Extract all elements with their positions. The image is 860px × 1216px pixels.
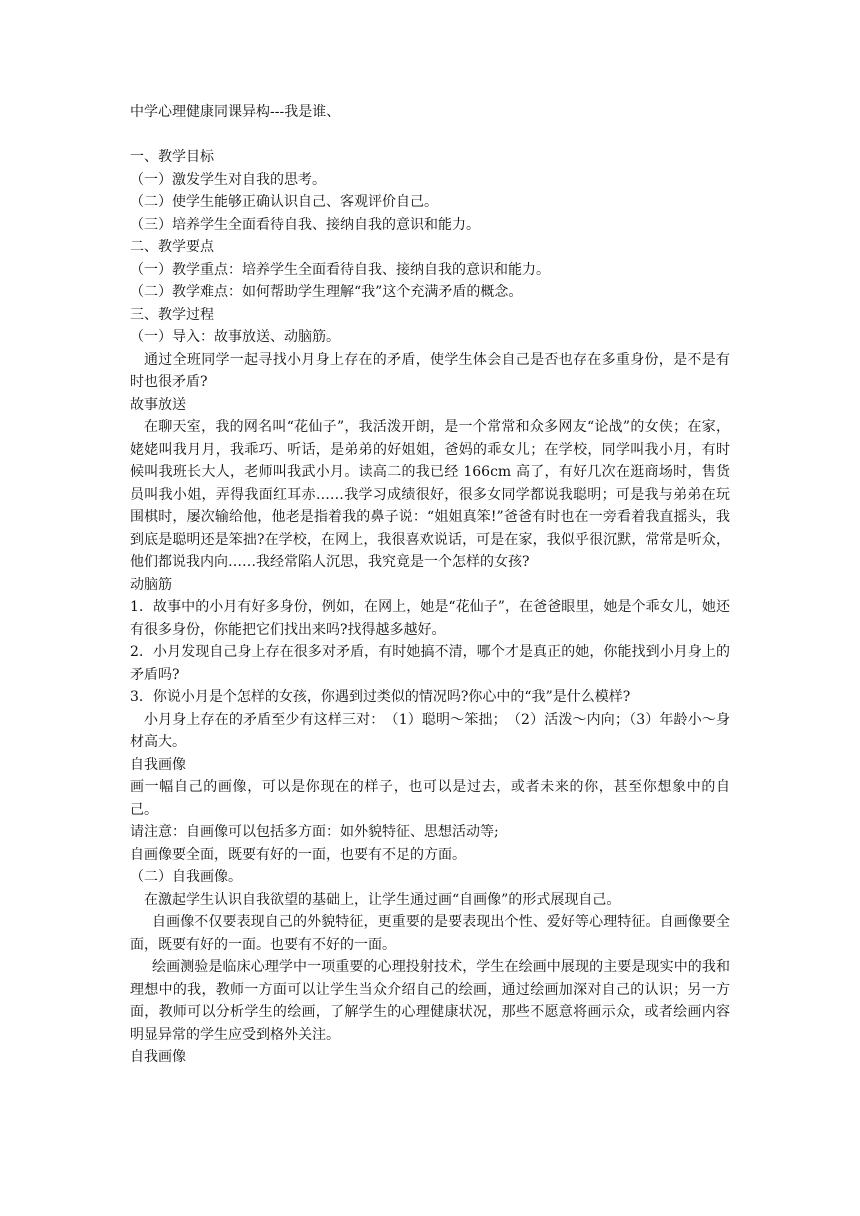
question-item: 3．你说小月是个怎样的女孩，你遇到过类似的情况吗?你心中的“我”是什么模样?	[130, 689, 631, 705]
objective-item: （三）培养学生全面看待自我、接纳自我的意识和能力。	[130, 216, 480, 233]
objective-item: （一）激发学生对自我的思考。	[130, 171, 326, 188]
body-paragraph: 自画像不仅要表现自己的外貌特征，更重要的是要表现出个性、爱好等心理特征。自画像要全面，既要有好的一面。也要有不好的一面。	[130, 914, 730, 953]
portrait-heading: 自我画像	[130, 1049, 186, 1065]
body-paragraph: 在激起学生认识自我欲望的基础上，让学生通过画“自画像”的形式展现自己。	[144, 891, 621, 908]
section-heading-process: 三、教学过程	[130, 306, 214, 323]
brain-heading: 动脑筋	[130, 576, 172, 593]
key-point-item: （一）教学重点：培养学生全面看待自我、接纳自我的意识和能力。	[130, 261, 550, 278]
subsection-heading: （一）导入：故事放送、动脑筋。	[130, 329, 340, 345]
intro-paragraph: 通过全班同学一起寻找小月身上存在的矛盾，使学生体会自己是否也存在多重身份，是不是有时也很矛盾?	[130, 351, 730, 390]
section-heading-key-points: 二、教学要点	[130, 239, 214, 255]
portrait-heading: 自我画像	[130, 756, 186, 773]
story-paragraph: 在聊天室，我的网名叫“花仙子”，我活泼开朗，是一个常常和众多网友“论战”的女侠；在家，姥姥叫我月月，我乖巧、听话，是弟弟的好姐姐，爸妈的乖女儿；在学校，同学叫我小月，有时候叫我班长大人，老师叫我武小月。读高二的我已经 166cm 高了，有好几次在逛商场时，售货员叫我小姐，弄得我面红耳赤……我学习成绩很好，很多女同学都说我聪明；可是我与弟弟在玩围棋时，屡次输给他，他老是指着我的鼻子说：“姐姐真笨!”爸爸有时也在一旁看着我直摇头，我到底是聪明还是笨拙?在学校，在网上，我很喜欢说话，可是在家，我似乎很沉默，常常是听众，他们都说我内向……我经常陷人沉思，我究竟是一个怎样的女孩?	[130, 419, 730, 570]
note-line: 自画像要全面，既要有好的一面，也要有不足的方面。	[130, 846, 466, 863]
section-heading-objectives: 一、教学目标	[130, 149, 214, 165]
document-title: 中学心理健康同课异构---我是谁、	[130, 104, 341, 120]
story-heading: 故事放送	[130, 396, 186, 413]
contradictions-paragraph: 小月身上存在的矛盾至少有这样三对： （1）聪明～笨拙； （2）活泼～内向；（3）年龄小～身材高大。	[130, 711, 730, 750]
subsection-heading: （二）自我画像。	[130, 869, 242, 885]
question-item: 2．小月发现自己身上存在很多对矛盾，有时她搞不清，哪个才是真正的她，你能找到小月身上的矛盾吗?	[130, 644, 730, 683]
portrait-paragraph: 画一幅自己的画像，可以是你现在的样子，也可以是过去，或者未来的你，甚至你想象中的自己。	[130, 779, 730, 818]
question-item: 1．故事中的小月有好多身份，例如，在网上，她是“花仙子”，在爸爸眼里，她是个乖女儿，她还有很多身份，你能把它们找出来吗?找得越多越好。	[130, 599, 730, 638]
body-paragraph: 绘画测验是临床心理学中一项重要的心理投射技术，学生在绘画中展现的主要是现实中的我和理想中的我，教师一方面可以让学生当众介绍自己的绘画，通过绘画加深对自己的认识；另一方面，教师可以分析学生的绘画，了解学生的心理健康状况，那些不愿意将画示众，或者绘画内容明显异常的学生应受到格外关注。	[130, 959, 730, 1043]
note-line: 请注意：自画像可以包括多方面：如外貌特征、思想活动等;	[130, 824, 499, 840]
objective-item: （二）使学生能够正确认识自己、客观评价自己。	[130, 194, 438, 210]
blank-line	[130, 124, 730, 147]
key-point-item: （二）教学难点：如何帮助学生理解“我”这个充满矛盾的概念。	[130, 284, 523, 300]
